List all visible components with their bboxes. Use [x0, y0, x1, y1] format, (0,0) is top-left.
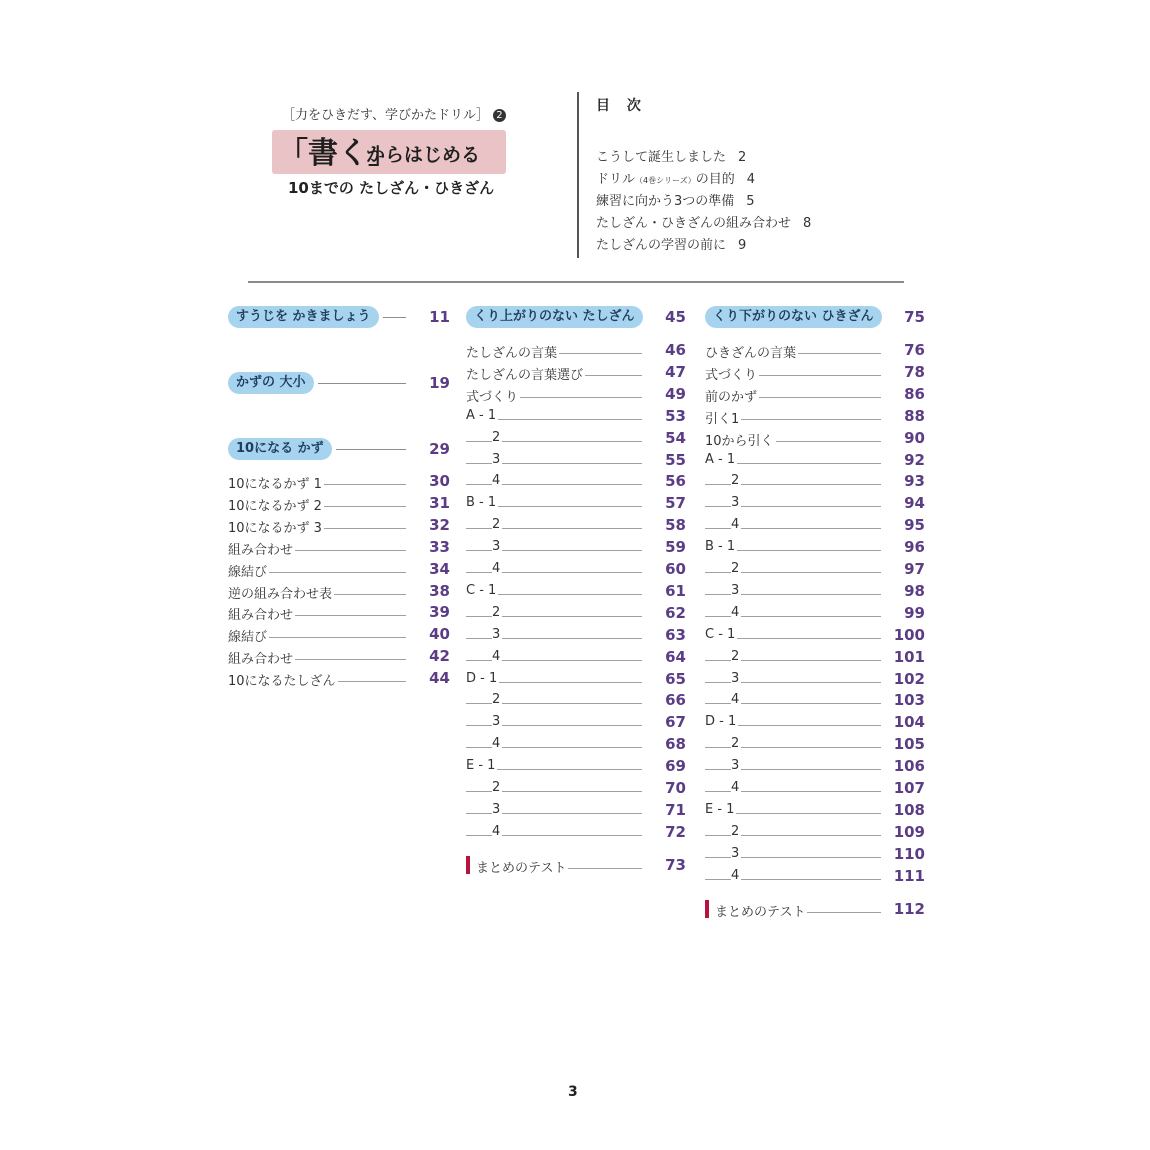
toc-entry[interactable]: [466, 470, 686, 492]
toc-entry[interactable]: [705, 777, 925, 799]
toc-entry[interactable]: [228, 623, 450, 645]
entry-label: E - 1: [705, 801, 735, 817]
toc-entry[interactable]: [466, 580, 686, 602]
toc-entry[interactable]: [466, 755, 686, 777]
entry-page: 76: [904, 341, 925, 359]
entry-label: 逆の組み合わせ表: [228, 583, 334, 602]
toc-heading: 目 次: [596, 98, 647, 114]
entry-page: 55: [665, 450, 686, 469]
entry-page: 34: [429, 559, 450, 578]
entry-page: 33: [429, 537, 450, 556]
toc-entry[interactable]: [466, 427, 686, 449]
entry-page: 56: [665, 472, 686, 491]
toc-entry[interactable]: [466, 492, 686, 514]
entry-label: A - 1: [466, 407, 497, 423]
entry-label: D - 1: [705, 714, 737, 730]
summary-test-entry[interactable]: [466, 854, 686, 876]
toc-entry[interactable]: [466, 646, 686, 668]
entry-page: 59: [665, 538, 686, 557]
entry-label: 2: [731, 823, 740, 839]
toc-entry[interactable]: [705, 711, 925, 733]
toc-entry[interactable]: [466, 405, 686, 427]
toc-entry[interactable]: [705, 799, 925, 821]
entry-label: 4: [492, 823, 501, 839]
leader-line: [336, 449, 406, 450]
toc-entry[interactable]: [466, 602, 686, 624]
entry-label: 3: [731, 845, 740, 861]
leader-line: [383, 317, 406, 318]
entry-label: 2: [492, 517, 501, 533]
intro-item[interactable]: [596, 146, 811, 168]
toc-entry[interactable]: [705, 492, 925, 514]
entry-page: 49: [665, 384, 686, 403]
section-page: 19: [429, 374, 450, 392]
toc-entry[interactable]: [466, 711, 686, 733]
toc-entry[interactable]: [705, 514, 925, 536]
entry-page: 42: [429, 647, 450, 666]
entry-page: 62: [665, 603, 686, 622]
toc-entry[interactable]: [228, 514, 450, 536]
toc-entry[interactable]: [705, 405, 925, 427]
toc-entry[interactable]: [466, 514, 686, 536]
test-label: まとめのテスト: [476, 857, 568, 876]
entry-label: 前のかず: [705, 386, 759, 405]
entry-page: 78: [904, 362, 925, 381]
entry-label: 3: [731, 495, 740, 511]
entry-label: 3: [731, 582, 740, 598]
toc-entry[interactable]: [466, 777, 686, 799]
entry-label: B - 1: [705, 539, 736, 555]
entry-page: 30: [429, 472, 450, 490]
intro-page: 5: [746, 194, 755, 209]
entry-page: 95: [904, 516, 925, 535]
entry-label: 2: [492, 604, 501, 620]
toc-entry[interactable]: [466, 449, 686, 471]
toc-column-3: [705, 306, 925, 926]
toc-entry[interactable]: [705, 755, 925, 777]
intro-page: 9: [738, 238, 747, 253]
intro-label: の目的: [695, 172, 735, 187]
toc-entry[interactable]: [705, 449, 925, 471]
entry-page: 39: [429, 603, 450, 622]
intro-label: たしざんの学習の前に: [596, 238, 727, 253]
section-heading[interactable]: [466, 306, 686, 328]
entry-page: 60: [665, 560, 686, 578]
entry-label: 4: [492, 473, 501, 489]
section-pill: すうじを かきましょう: [228, 306, 379, 328]
section-page: 29: [429, 440, 450, 458]
entry-page: 106: [893, 757, 925, 776]
entry-label: B - 1: [466, 495, 497, 511]
entry-label: 線結び: [228, 561, 269, 580]
entry-page: 69: [665, 757, 686, 776]
entry-label: 10になるかず 1: [228, 473, 324, 492]
entry-label: 4: [731, 780, 740, 795]
entry-page: 63: [665, 625, 686, 644]
entry-label: 4: [492, 736, 501, 752]
entry-page: 99: [904, 603, 925, 622]
entry-label: 2: [492, 692, 501, 708]
entry-page: 98: [904, 581, 925, 600]
header-rule: [248, 281, 904, 283]
entry-label: 3: [492, 539, 501, 555]
section-heading[interactable]: [228, 372, 450, 394]
toc-entry[interactable]: [705, 580, 925, 602]
entry-page: 90: [904, 428, 925, 447]
series-text: ［力をひきだす、学びかたドリル］: [282, 108, 489, 123]
section-pill: くり下がりのない ひきざん: [705, 306, 882, 328]
entry-label: 2: [731, 648, 740, 664]
toc-entry[interactable]: [228, 667, 450, 689]
entry-page: 54: [665, 428, 686, 447]
test-marker: [705, 900, 709, 918]
entry-page: 65: [665, 669, 686, 688]
entry-label: 4: [492, 561, 501, 576]
entry-label: A - 1: [705, 451, 736, 467]
toc-entry[interactable]: [466, 339, 686, 361]
entry-label: 4: [492, 648, 501, 664]
header-divider: [577, 92, 579, 258]
entry-page: 93: [904, 472, 925, 491]
section-pill: 10になる かず: [228, 438, 332, 460]
intro-page: 8: [803, 216, 812, 231]
entry-page: 57: [665, 494, 686, 513]
entry-label: D - 1: [466, 670, 498, 686]
entry-page: 109: [893, 822, 925, 841]
toc-entry[interactable]: [705, 558, 925, 580]
entry-label: 10から引く: [705, 430, 776, 449]
toc-column-1: [228, 306, 450, 706]
section-pill: くり上がりのない たしざん: [466, 306, 643, 328]
intro-page: 4: [746, 172, 756, 187]
intro-item[interactable]: [596, 190, 811, 212]
entry-page: 100: [893, 625, 925, 644]
toc-entry[interactable]: [466, 733, 686, 755]
entry-page: 53: [665, 406, 686, 425]
entry-label: 4: [731, 692, 740, 708]
entry-page: 104: [893, 713, 925, 732]
entry-page: 46: [665, 341, 686, 359]
entry-label: たしざんの言葉: [466, 342, 559, 361]
toc-entry[interactable]: [228, 470, 450, 492]
series-label: [282, 104, 506, 123]
test-marker: [466, 856, 470, 874]
toc-entry[interactable]: [228, 492, 450, 514]
section-pill: かずの 大小: [228, 372, 314, 394]
entry-page: 66: [665, 691, 686, 710]
entry-label: 組み合わせ: [228, 539, 295, 558]
entry-page: 38: [429, 581, 450, 600]
toc-entry[interactable]: [466, 624, 686, 646]
entry-page: 107: [893, 779, 925, 797]
toc-entry[interactable]: [466, 536, 686, 558]
toc-entry[interactable]: [705, 361, 925, 383]
entry-label: 3: [492, 451, 501, 467]
toc-column-2: [466, 306, 686, 886]
summary-test-entry[interactable]: [705, 898, 925, 920]
entry-page: 47: [665, 362, 686, 381]
entry-page: 110: [893, 844, 925, 863]
intro-list: [596, 146, 811, 256]
entry-label: 4: [731, 867, 740, 883]
intro-item[interactable]: [596, 234, 811, 256]
section-page: 45: [665, 308, 686, 326]
section-heading[interactable]: [705, 306, 925, 328]
toc-entry[interactable]: [228, 601, 450, 623]
entry-page: 101: [893, 647, 925, 666]
entry-page: 67: [665, 713, 686, 732]
entry-label: 2: [492, 780, 501, 795]
toc-entry[interactable]: [466, 361, 686, 383]
intro-item[interactable]: [596, 168, 811, 190]
entry-label: 組み合わせ: [228, 604, 295, 623]
entry-page: 96: [904, 538, 925, 557]
entry-label: 引く1: [705, 408, 741, 427]
toc-entry[interactable]: [466, 689, 686, 711]
section-heading[interactable]: [228, 438, 450, 460]
entry-label: 式づくり: [705, 364, 759, 383]
page-number: 3: [568, 1084, 578, 1100]
entry-page: 102: [893, 669, 925, 688]
entry-page: 32: [429, 515, 450, 534]
toc-entry[interactable]: [705, 624, 925, 646]
toc-entry[interactable]: [228, 645, 450, 667]
series-number: 2: [493, 109, 506, 122]
entry-page: 97: [904, 560, 925, 578]
toc-entry[interactable]: [705, 470, 925, 492]
test-label: まとめのテスト: [715, 901, 807, 920]
intro-label: ドリル: [596, 172, 636, 187]
intro-label: こうして誕生しました: [596, 150, 727, 165]
intro-label: 練習に向かう3つの準備: [596, 194, 735, 209]
entry-label: 4: [731, 604, 740, 620]
intro-item[interactable]: [596, 212, 811, 234]
entry-page: 31: [429, 493, 450, 512]
entry-page: 71: [665, 800, 686, 819]
entry-page: 44: [429, 669, 450, 688]
toc-entry[interactable]: [705, 602, 925, 624]
entry-page: 70: [665, 779, 686, 797]
toc-entry[interactable]: [705, 733, 925, 755]
toc-entry[interactable]: [228, 558, 450, 580]
section-page: 11: [429, 308, 450, 326]
entry-page: 61: [665, 581, 686, 600]
entry-page: 111: [893, 866, 925, 885]
toc-entry[interactable]: [228, 580, 450, 602]
toc-entry[interactable]: [466, 383, 686, 405]
entry-label: たしざんの言葉選び: [466, 364, 585, 383]
entry-label: 組み合わせ: [228, 648, 295, 667]
entry-label: 2: [731, 561, 740, 576]
entry-label: 3: [492, 626, 501, 642]
book-subtitle: 10までの たしざん・ひきざん: [288, 179, 495, 197]
book-title-main: 「書く」: [278, 136, 398, 171]
test-page: 112: [893, 899, 925, 918]
entry-page: 108: [893, 800, 925, 819]
toc-entry[interactable]: [705, 427, 925, 449]
entry-label: 3: [492, 714, 501, 730]
entry-page: 58: [665, 516, 686, 535]
entry-label: 10になるかず 2: [228, 495, 324, 514]
entry-page: 40: [429, 625, 450, 644]
entry-label: 3: [731, 758, 740, 774]
entry-page: 88: [904, 406, 925, 425]
entry-label: 2: [731, 473, 740, 489]
toc-entry[interactable]: [466, 821, 686, 843]
toc-entry[interactable]: [228, 536, 450, 558]
entry-page: 103: [893, 691, 925, 710]
entry-label: C - 1: [466, 582, 497, 598]
entry-label: 3: [492, 801, 501, 817]
entry-label: ひきざんの言葉: [705, 342, 798, 361]
entry-page: 72: [665, 822, 686, 841]
toc-entry[interactable]: [705, 843, 925, 865]
entry-label: 4: [731, 517, 740, 533]
entry-label: 線結び: [228, 626, 269, 645]
toc-entry[interactable]: [466, 799, 686, 821]
entry-label: 10になるかず 3: [228, 517, 324, 536]
toc-entry[interactable]: [705, 689, 925, 711]
toc-entry[interactable]: [705, 865, 925, 887]
entry-label: 3: [731, 670, 740, 686]
entry-page: 86: [904, 384, 925, 403]
toc-entry[interactable]: [705, 536, 925, 558]
entry-label: 式づくり: [466, 386, 520, 405]
toc-entry[interactable]: [705, 668, 925, 690]
toc-entry[interactable]: [705, 821, 925, 843]
entry-label: 2: [731, 736, 740, 752]
section-page: 75: [904, 308, 925, 326]
entry-label: C - 1: [705, 626, 736, 642]
intro-page: 2: [738, 150, 747, 165]
entry-page: 64: [665, 647, 686, 666]
test-page: 73: [665, 855, 686, 874]
toc-entry[interactable]: [466, 668, 686, 690]
leader-line: [318, 383, 406, 384]
section-heading[interactable]: [228, 306, 450, 328]
entry-label: E - 1: [466, 758, 496, 774]
entry-page: 68: [665, 735, 686, 754]
entry-page: 94: [904, 494, 925, 513]
toc-entry[interactable]: [705, 646, 925, 668]
entry-page: 105: [893, 735, 925, 754]
entry-page: 92: [904, 450, 925, 469]
toc-entry[interactable]: [705, 339, 925, 361]
intro-label: たしざん・ひきざんの組み合わせ: [596, 216, 792, 231]
intro-label-small: （4巻シリーズ）: [635, 176, 696, 185]
toc-entry[interactable]: [705, 383, 925, 405]
entry-label: 10になるたしざん: [228, 670, 338, 689]
book-title-rest: からはじめる: [366, 144, 481, 166]
toc-entry[interactable]: [466, 558, 686, 580]
entry-label: 2: [492, 429, 501, 445]
